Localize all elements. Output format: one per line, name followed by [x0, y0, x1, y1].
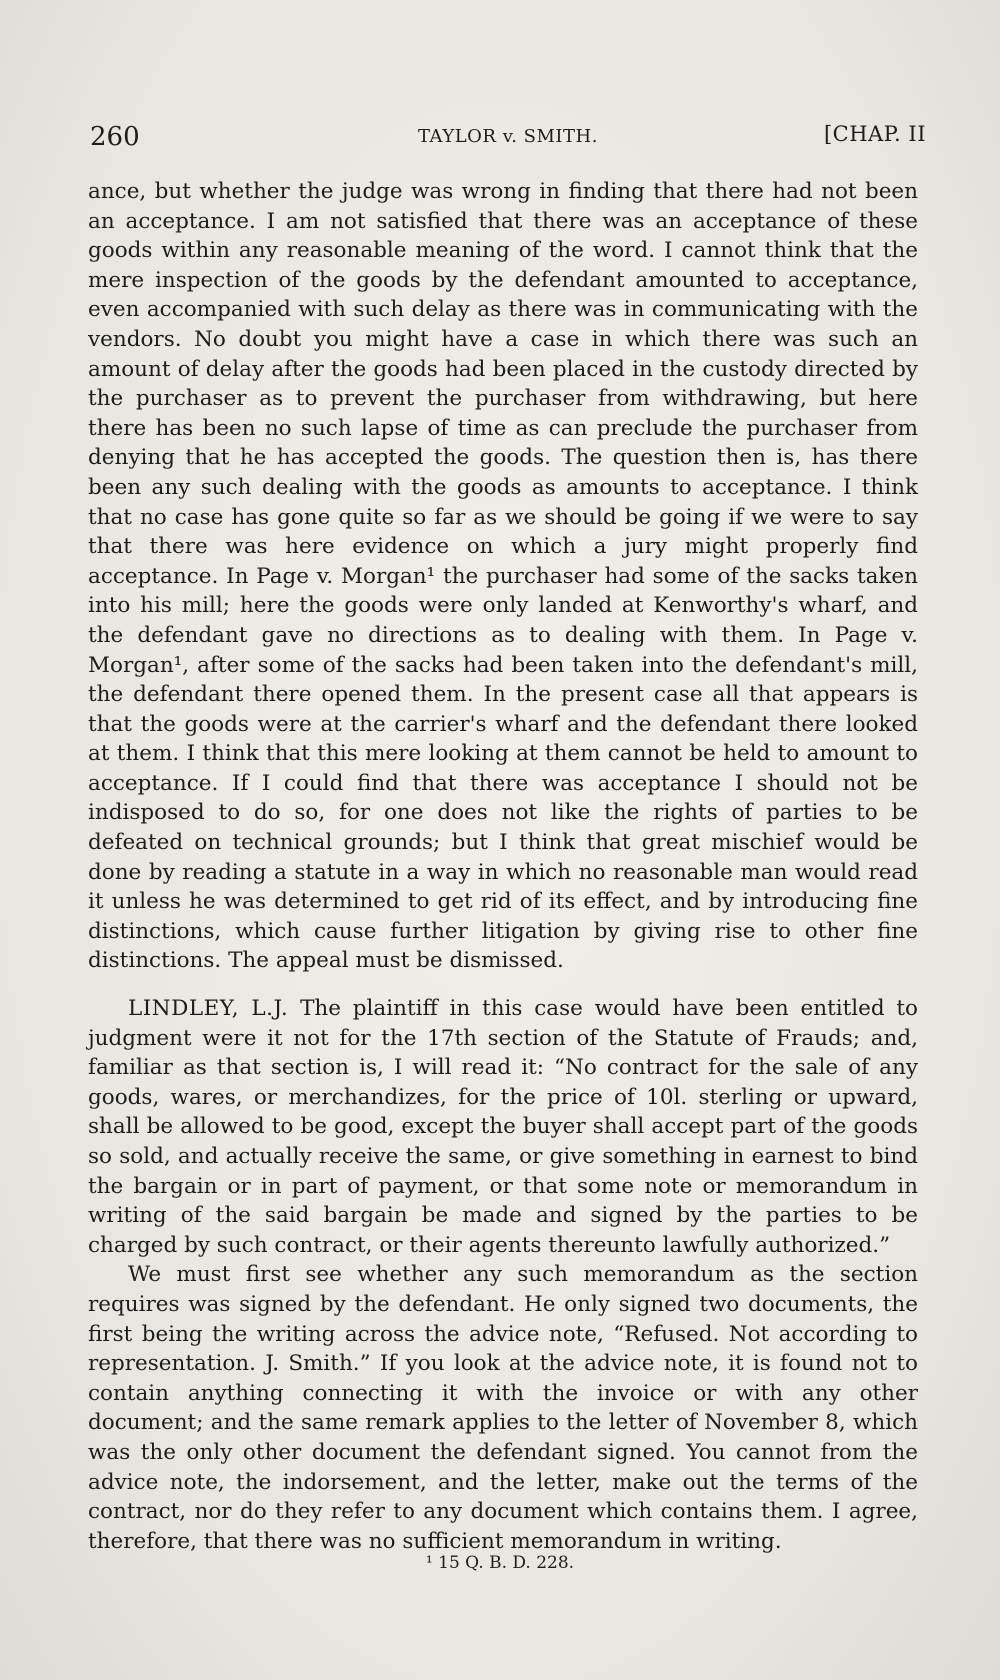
- page-number: 260: [90, 122, 140, 152]
- footnote: ¹ 15 Q. B. D. 228.: [425, 1553, 575, 1573]
- body-text: [88, 177, 918, 1556]
- running-title: TAYLOR v. SMITH.: [418, 126, 598, 147]
- speaker-name: LINDLEY, L.J.: [128, 996, 289, 1022]
- paragraph-memorandum: We must first see whether any such memorandum as the section requires was signed by the defendant. He only signed two documents, the first being the writing across the advice note, “Refused. Not according to representation. J. Smith.” If you look at the advice note, it is found not to contain anything connecting it with the invoice or with any other document; and the same remark applies to the letter of November 8, which was the only other document the defendant signed. You cannot from the advice note, the indorsement, and the letter, make out the terms of the contract, nor do they refer to any document which contains them. I agree, therefore, that there was no sufficient memorandum in writing.: [88, 1262, 918, 1554]
- paragraph-continuation: ance, but whether the judge was wrong in finding that there had not been an acceptance. I am not satisfied that there was an acceptance of these goods within any reasonable meaning of the word. I cannot think that the mere inspection of the goods by the defendant amounted to acceptance, even accompanied with such delay as there was in communicating with the vendors. No doubt you might have a case in which there was such an amount of delay after the goods had been placed in the custody directed by the purchaser as to prevent the purchaser from withdrawing, but here there has been no such lapse of time as can preclude the purchaser from denying that he has accepted the goods. The question then is, has there been any such dealing with the goods as amounts to acceptance. I think that no case has gone quite so far as we should be going if we were to say that there was here evidence on which a jury might properly find acceptance. In Page v. Morgan¹ the purchaser had some of the sacks taken into his mill; here the goods were only landed at Kenworthy's wharf, and the defendant gave no directions as to dealing with them. In Page v. Morgan¹, after some of the sacks had been taken into the defendant's mill, the defendant there opened them. In the present case all that appears is that the goods were at the carrier's wharf and the defendant there looked at them. I think that this mere looking at them cannot be held to amount to acceptance. If I could find that there was acceptance I should not be indisposed to do so, for one does not like the rights of parties to be defeated on technical grounds; but I think that great mischief would be done by reading a statute in a way in which no reasonable man would read it unless he was determined to get rid of its effect, and by introducing fine distinctions, which cause further litigation by giving rise to other fine distinctions. The appeal must be dismissed.: [88, 179, 918, 974]
- paragraph-lindley: [88, 994, 918, 1260]
- page-header: [90, 122, 926, 162]
- paragraph-lindley-text: The plaintiff in this case would have been entitled to judgment were it not for the 17th section of the Statute of Frauds; and, familiar as that section is, I will read it: “No contract for the sale of any goods, wares, or merchandizes, for the price of 10l. sterling or upward, shall be allowed to be good, except the buyer shall accept part of the goods so sold, and actually receive the same, or give something in earnest to bind the bargain or in part of payment, or that some note or memorandum in writing of the said bargain be made and signed by the parties to be charged by such contract, or their agents thereunto lawfully authorized.”: [88, 996, 918, 1258]
- chapter-label: [CHAP. II: [823, 122, 926, 146]
